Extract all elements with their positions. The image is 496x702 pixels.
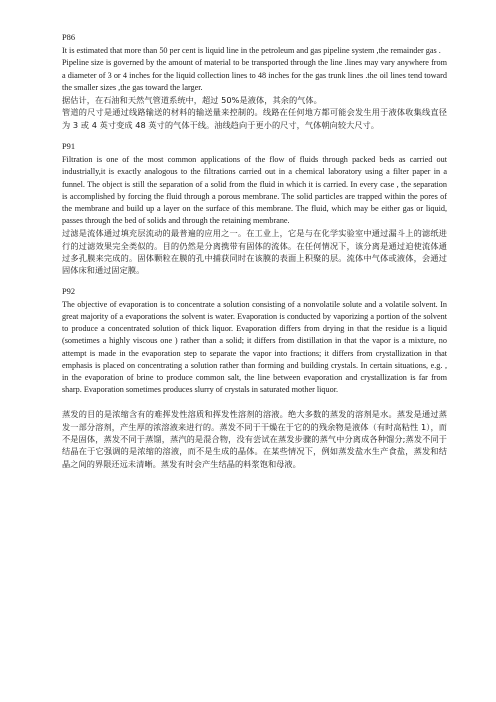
paragraph-spacer [62,396,447,408]
page-reference-label: P92 [62,286,76,296]
english-paragraph: It is estimated that more than 50 per cent is liquid line in the petroleum and gas pipeline system ,the remainder gas . [62,46,441,56]
chinese-paragraph: 蒸发的目的是浓缩含有的难挥发性溶质和挥发性溶剂的溶液。绝大多数的蒸发的溶剂是水。蒸发是通过蒸发一部分溶剂，产生厚的浓溶液来进行的。蒸发不同于干燥在于它的的残余物是液体（有时高粘性 1），而不是固体，蒸发不同于蒸馏，蒸汽的是混合物，没有尝试在蒸发步骤的蒸气中分离成各种馏分;蒸发不同于结晶在于它强调的是浓缩的溶液，而不是生成的晶体。在某些情况下，例如蒸发盐水生产食盐，蒸发和结晶之间的界限还远未清晰。蒸发有时会产生结晶的料浆饱和母液。 [62,409,447,469]
english-paragraph: Pipeline size is governed by the amount of material to be transported through the line .lines may vary anywhere from a diameter of 3 or 4 inches for the liquid collection lines to 48 inches for the gas trunk lines .the oil lines tend toward the smaller sizes ,the gas toward the larger. [62,58,447,92]
section-p92 [62,286,447,470]
section-spacer [62,131,447,141]
chinese-paragraph: 管道的尺寸是通过线路输送的材料的输送量来控制的。线路在任何地方都可能会发生用于液体收集线直径为 3 或 4 英寸变成 48 英寸的气体干线。油线趋向于更小的尺寸，气体朝向较大尺寸。 [62,107,447,130]
chinese-paragraph: 过滤是流体通过填充层流动的最普遍的应用之一。在工业上，它是与在化学实验室中通过漏斗上的滤纸进行的过滤效果完全类似的。目的仍然是分离携带有固体的流体。在任何情况下，该分离是通过迫使流体通过多孔膜来完成的。固体颗粒在膜的孔中捕获同时在该膜的表面上积聚的层。流体中气体或液体，会通过固体床和通过固定膜。 [62,228,447,276]
section-p91 [62,141,447,277]
section-spacer [62,277,447,286]
english-paragraph: The objective of evaporation is to concentrate a solution consisting of a nonvolatile solute and a volatile solvent. In great majority of a evaporations the solvent is water. Evaporation is conducted by vaporizing a portion of the solvent to produce a concentrated solution of thick liquor. Evaporation differs from drying in that the residue is a liquid (sometimes a highly viscous one ) rather than a solid; it differs from distillation in that the vapor is a mixture, no attempt is made in the evaporation step to separate the vapor into fractions; it differs from crystallization in that emphasis is placed on concentrating a solution rather than forming and building crystals. In certain situations, e.g. , in the evaporation of brine to produce common salt, the line between evaporation and crystallization is far from sharp. Evaporation sometimes produces slurry of crystals in saturated mother liquor. [62,299,447,395]
chinese-paragraph: 据估计，在石油和天然气管道系统中，超过 50%是液体，其余的气体。 [62,95,322,106]
page-reference-label: P91 [62,141,76,151]
english-paragraph: Filtration is one of the most common applications of the flow of fluids through packed beds as carried out industrially,it is exactly analogous to the filtrations carried out in a chemical laboratory using a filter paper in a funnel. The object is still the separation of a solid from the fluid in which it is carried. In every case , the separation is accomplished by forcing the fluid through a porous membrane. The solid particles are trapped within the pores of the membrane and build up a layer on the surface of this membrane. The fluid, which may be either gas or liquid, passes through the bed of solids and through the retaining membrane. [62,155,447,226]
section-p86 [62,32,447,131]
page-reference-label: P86 [62,33,76,42]
